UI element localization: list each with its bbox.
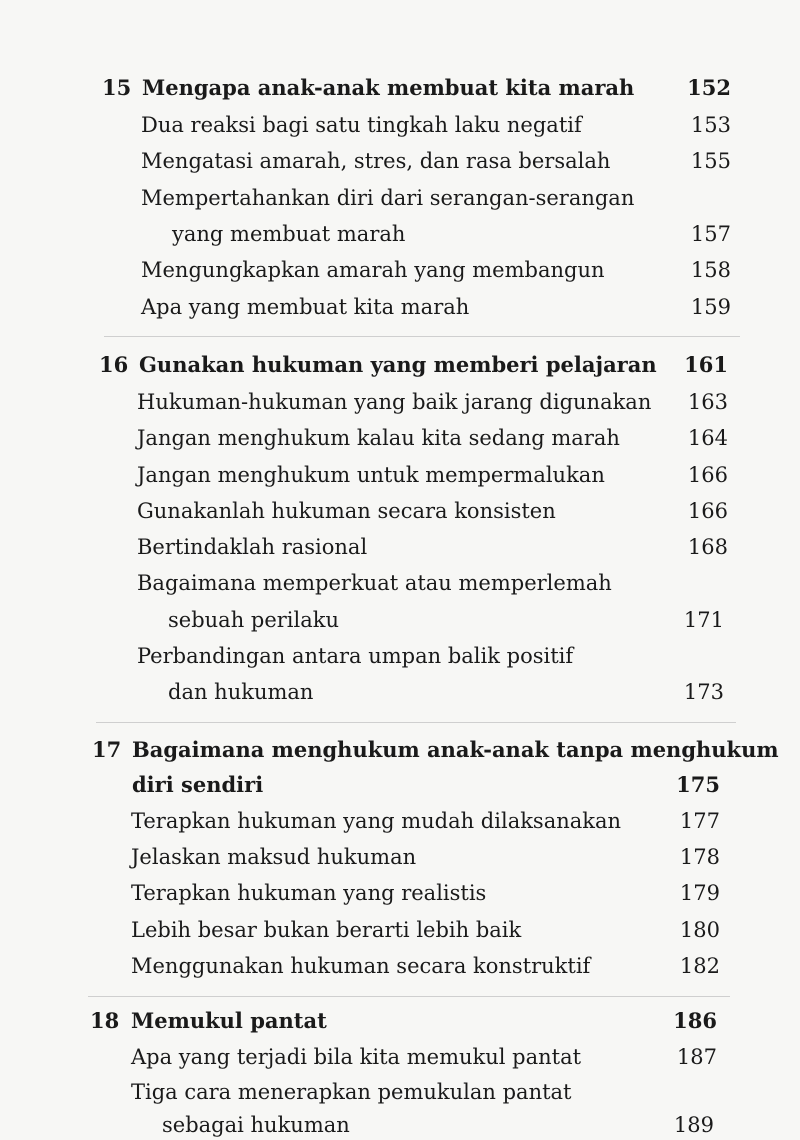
section-divider: [96, 722, 736, 723]
entry-title: Jangan menghukum kalau kita sedang marah: [137, 426, 620, 450]
entry-page: 166: [687, 463, 728, 487]
section-divider: [88, 996, 730, 997]
entry-page: 182: [679, 954, 720, 978]
entry-title: Hukuman-hukuman yang baik jarang digunakan: [137, 390, 652, 414]
entry-title: Mempertahankan diri dari serangan-serangan: [141, 186, 635, 210]
chapter-number: 15: [102, 75, 132, 100]
entry-title: Apa yang membuat kita marah: [141, 295, 470, 319]
chapter-number: 18: [90, 1008, 120, 1033]
entry-title-cont: yang membuat marah: [172, 222, 406, 246]
entry-page: 171: [683, 608, 724, 632]
entry-title-cont: sebuah perilaku: [168, 608, 340, 632]
entry-page: 164: [687, 426, 728, 450]
entry-page: 158: [690, 258, 731, 282]
entry-title: Bertindaklah rasional: [137, 535, 368, 559]
entry-title: Jelaskan maksud hukuman: [131, 845, 417, 869]
entry-page: 173: [683, 680, 724, 704]
entry-page: 180: [679, 918, 720, 942]
chapter-page: 175: [676, 772, 720, 797]
chapter-page: 152: [687, 75, 731, 100]
entry-title: Perbandingan antara umpan balik positif: [137, 644, 574, 668]
entry-page: 178: [679, 845, 720, 869]
chapter-title-cont: diri sendiri: [132, 772, 264, 797]
entry-title: Dua reaksi bagi satu tingkah laku negatif: [141, 113, 582, 137]
entry-title: Gunakanlah hukuman secara konsisten: [137, 499, 556, 523]
entry-title: Mengungkapkan amarah yang membangun: [141, 258, 605, 282]
chapter-number: 16: [99, 352, 129, 377]
entry-page: 163: [687, 390, 728, 414]
entry-title: Tiga cara menerapkan pemukulan pantat: [131, 1080, 572, 1104]
entry-page: 153: [690, 113, 731, 137]
chapter-title: Gunakan hukuman yang memberi pelajaran: [139, 352, 657, 377]
entry-page: 166: [687, 499, 728, 523]
chapter-title: Memukul pantat: [131, 1008, 327, 1033]
entry-page: 157: [690, 222, 731, 246]
entry-title: Lebih besar bukan berarti lebih baik: [131, 918, 522, 942]
entry-page: 168: [687, 535, 728, 559]
entry-page: 177: [679, 809, 720, 833]
entry-page: 189: [673, 1113, 714, 1137]
entry-page: 159: [690, 295, 731, 319]
entry-title: Terapkan hukuman yang mudah dilaksanakan: [131, 809, 622, 833]
entry-page: 187: [676, 1045, 717, 1069]
section-divider: [104, 336, 740, 337]
entry-page: 179: [679, 881, 720, 905]
entry-title: Menggunakan hukuman secara konstruktif: [131, 954, 591, 978]
entry-title-cont: dan hukuman: [168, 680, 314, 704]
entry-page: 155: [690, 149, 731, 173]
entry-title: Bagaimana memperkuat atau memperlemah: [137, 571, 612, 595]
chapter-title: Mengapa anak-anak membuat kita marah: [142, 75, 635, 100]
entry-title: Terapkan hukuman yang realistis: [131, 881, 487, 905]
entry-title: Mengatasi amarah, stres, dan rasa bersalah: [141, 149, 611, 173]
chapter-page: 186: [673, 1008, 717, 1033]
entry-title: Jangan menghukum untuk mempermalukan: [137, 463, 605, 487]
entry-title: Apa yang terjadi bila kita memukul pantat: [131, 1045, 582, 1069]
chapter-page: 161: [684, 352, 728, 377]
chapter-number: 17: [92, 737, 122, 762]
entry-title-cont: sebagai hukuman: [162, 1113, 350, 1137]
chapter-title: Bagaimana menghukum anak-anak tanpa menghukum: [132, 737, 779, 762]
